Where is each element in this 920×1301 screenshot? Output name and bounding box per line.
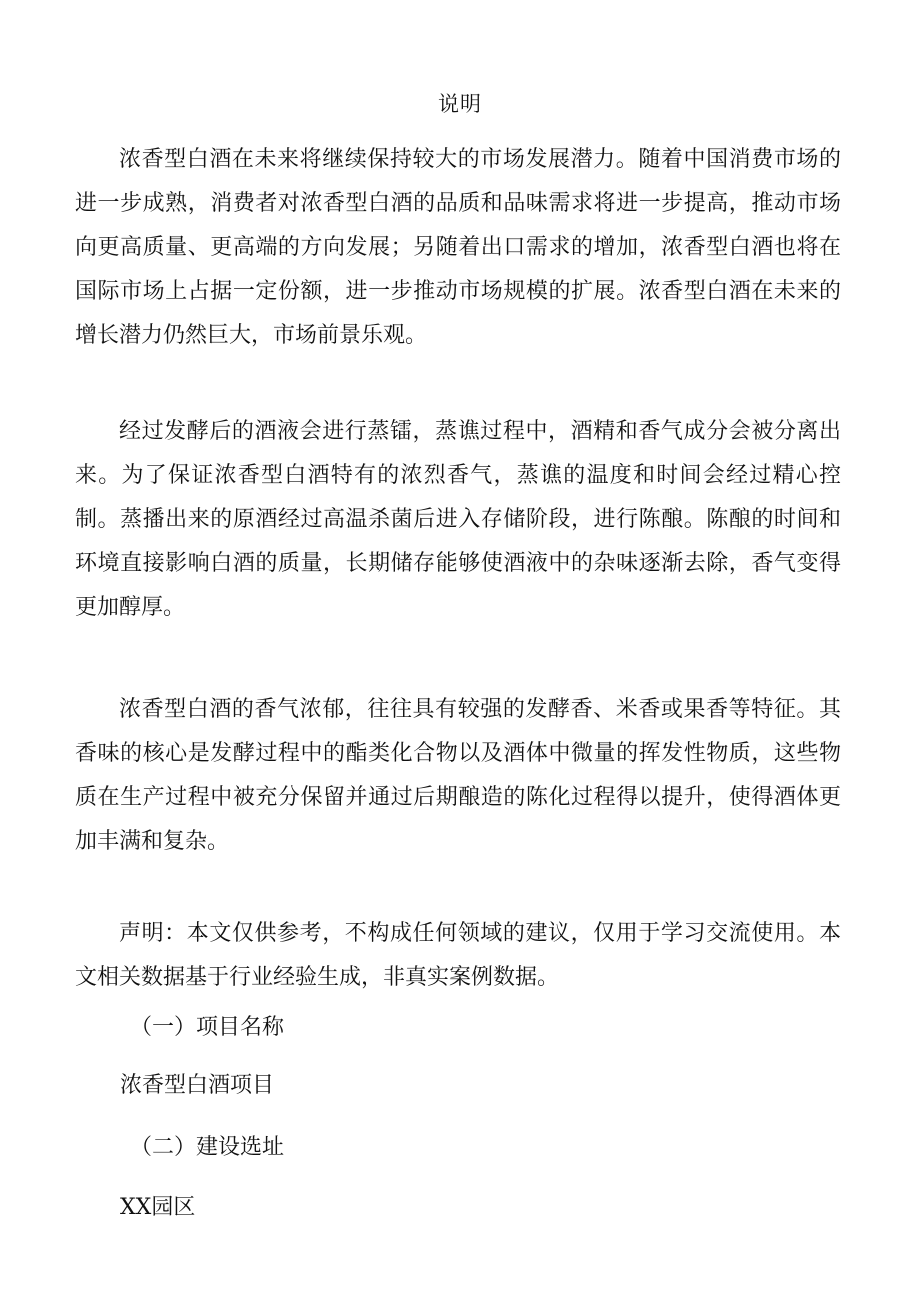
paragraph-distillation: 经过发酵后的酒液会进行蒸镭，蒸谯过程中，酒精和香气成分会被分离出来。为了保证浓香型白酒特有的浓烈香气，蒸谯的温度和时间会经过精心控制。蒸播出来的原酒经过高温杀菌后进入存储阶段，进行陈酿。陈酿的时间和环境直接影响白酒的质量，长期储存能够使酒液中的杂味逐渐去除，香气变得更加醇厚。 xyxy=(75,419,841,620)
section-value-site: XX园区 xyxy=(120,1195,196,1220)
paragraph-market-outlook: 浓香型白酒在未来将继续保持较大的市场发展潜力。随着中国消费市场的进一步成熟，消费者对浓香型白酒的品质和品味需求将进一步提高，推动市场向更高质量、更高端的方向发展；另随着出口需求的增加，浓香型白酒也将在国际市场上占据一定份额，进一步推动市场规模的扩展。浓香型白酒在未来的增长潜力仍然巨大，市场前景乐观。 xyxy=(75,147,841,348)
section-heading-site: （二）建设选址 xyxy=(130,1135,285,1160)
section-heading-project-name: （一）项目名称 xyxy=(130,1015,285,1040)
paragraph-aroma: 浓香型白酒的香气浓郁，往往具有较强的发酵香、米香或果香等特征。其香味的核心是发酵过程中的酯类化合物以及酒体中微量的挥发性物质，这些物质在生产过程中被充分保留并通过后期酿造的陈化过程得以提升，使得酒体更加丰满和复杂。 xyxy=(75,697,841,854)
paragraph-disclaimer: 声明：本文仅供参考，不构成任何领域的建议，仅用于学习交流使用。本文相关数据基于行业经验生成，非真实案例数据。 xyxy=(75,921,841,990)
page-title: 说明 xyxy=(438,92,482,116)
section-value-project-name: 浓香型白酒项目 xyxy=(120,1073,275,1098)
